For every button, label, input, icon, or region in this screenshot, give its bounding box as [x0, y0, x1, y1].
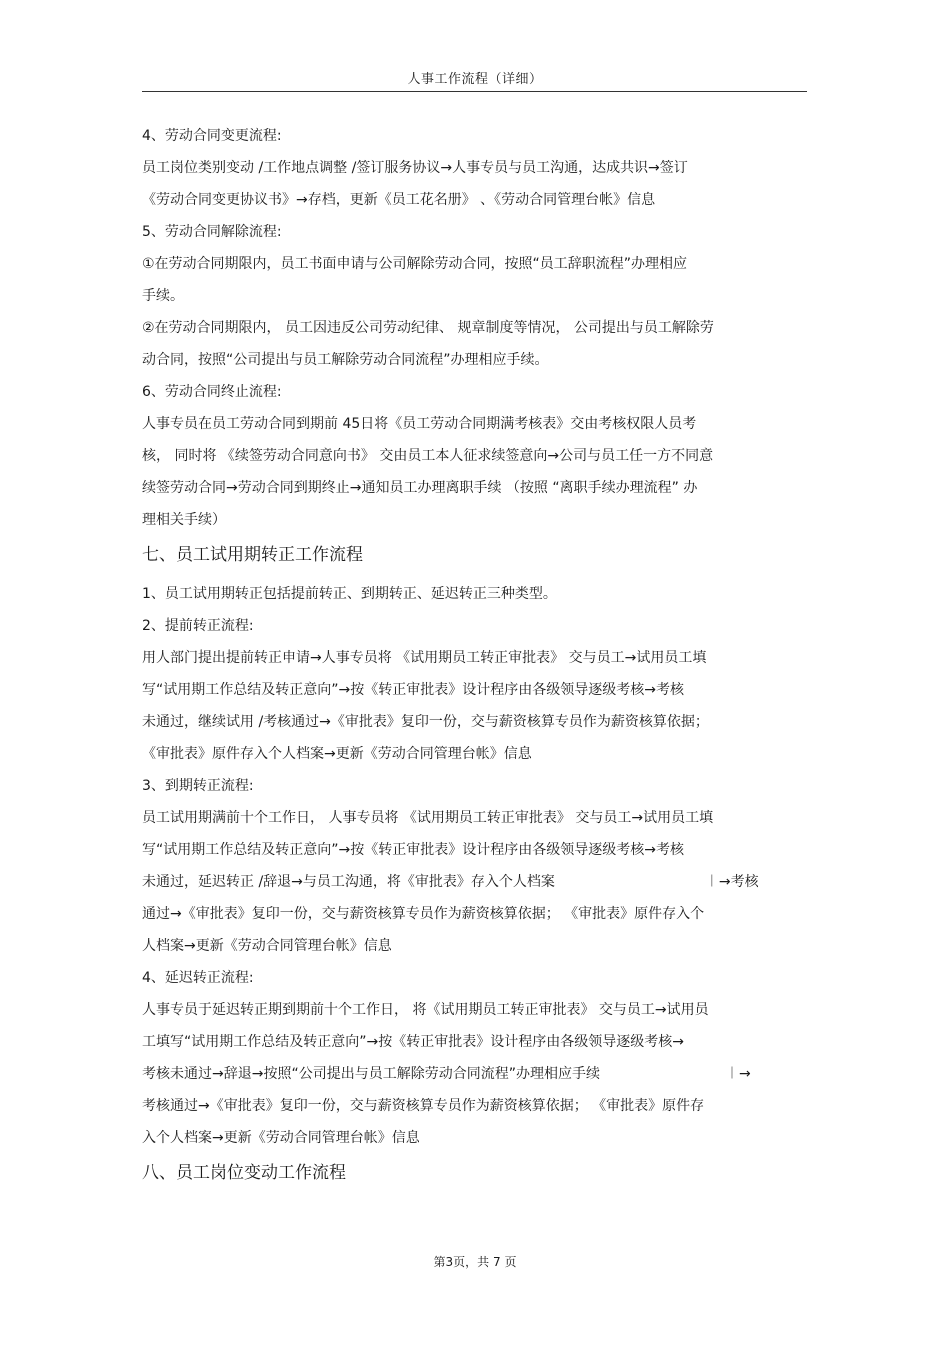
- paragraph-text: ︱→考核: [704, 874, 759, 890]
- paragraph-line: 入个人档案→更新《劳动合同管理台帐》信息: [142, 1130, 420, 1146]
- paragraph-line: [142, 1058, 807, 1090]
- subsection-title: 2、提前转正流程:: [142, 618, 254, 634]
- document-body: [142, 120, 807, 1196]
- paragraph-line: 《审批表》原件存入个人档案→更新《劳动合同管理台帐》信息: [142, 746, 532, 762]
- paragraph-line: 人事专员于延迟转正期到期前十个工作日， 将《试用期员工转正审批表》 交与员工→试用员: [142, 1002, 709, 1018]
- paragraph-line: 动合同，按照“公司提出与员工解除劳动合同流程”办理相应手续。: [142, 352, 549, 368]
- paragraph-line: ②在劳动合同期限内， 员工因违反公司劳动纪律、 规章制度等情况， 公司提出与员工解除劳: [142, 320, 714, 336]
- subsection-title: 4、延迟转正流程:: [142, 970, 254, 986]
- page-number: 第3页，共 7 页: [433, 1255, 517, 1269]
- paragraph-line: 员工岗位类别变动 /工作地点调整 /签订服务协议→人事专员与员工沟通，达成共识→签订: [142, 160, 688, 176]
- section-heading-8: 八、员工岗位变动工作流程: [142, 1163, 346, 1183]
- subsection-title: 6、劳动合同终止流程:: [142, 384, 282, 400]
- paragraph-line: 工填写“试用期工作总结及转正意向”→按《转正审批表》设计程序由各级领导逐级考核→: [142, 1034, 684, 1050]
- paragraph-line: 人档案→更新《劳动合同管理台帐》信息: [142, 938, 392, 954]
- paragraph-line: [142, 866, 807, 898]
- paragraph-line: 写“试用期工作总结及转正意向”→按《转正审批表》设计程序由各级领导逐级考核→考核: [142, 842, 684, 858]
- paragraph-text: ︱→: [724, 1066, 751, 1082]
- subsection-title: 5、劳动合同解除流程:: [142, 224, 282, 240]
- section-heading-7: 七、员工试用期转正工作流程: [142, 545, 363, 565]
- paragraph-line: 通过→《审批表》复印一份，交与薪资核算专员作为薪资核算依据； 《审批表》原件存入个: [142, 906, 705, 922]
- header-divider: [142, 91, 807, 92]
- subsection-title: 4、劳动合同变更流程:: [142, 128, 282, 144]
- paragraph-text: 考核未通过→辞退→按照“公司提出与员工解除劳动合同流程”办理相应手续: [142, 1066, 600, 1082]
- paragraph-line: 用人部门提出提前转正申请→人事专员将 《试用期员工转正审批表》 交与员工→试用员工填: [142, 650, 707, 666]
- paragraph-line: 理相关手续）: [142, 512, 226, 528]
- paragraph-line: 人事专员在员工劳动合同到期前 45日将《员工劳动合同期满考核表》交由考核权限人员考: [142, 416, 697, 432]
- paragraph-line: 1、员工试用期转正包括提前转正、到期转正、延迟转正三种类型。: [142, 586, 557, 602]
- paragraph-line: 《劳动合同变更协议书》→存档，更新《员工花名册》 、《劳动合同管理台帐》信息: [142, 192, 656, 208]
- paragraph-text: 未通过，延迟转正 /辞退→与员工沟通，将《审批表》存入个人档案: [142, 874, 555, 890]
- paragraph-line: 续签劳动合同→劳动合同到期终止→通知员工办理离职手续 （按照 “离职手续办理流程” 办: [142, 480, 698, 496]
- paragraph-line: 手续。: [142, 288, 184, 304]
- subsection-title: 3、到期转正流程:: [142, 778, 254, 794]
- paragraph-line: 员工试用期满前十个工作日， 人事专员将 《试用期员工转正审批表》 交与员工→试用员工填: [142, 810, 714, 826]
- paragraph-line: ①在劳动合同期限内，员工书面申请与公司解除劳动合同，按照“员工辞职流程”办理相应: [142, 256, 688, 272]
- paragraph-line: 写“试用期工作总结及转正意向”→按《转正审批表》设计程序由各级领导逐级考核→考核: [142, 682, 684, 698]
- header-title: 人事工作流程（详细）: [407, 72, 543, 87]
- paragraph-line: 核， 同时将 《续签劳动合同意向书》 交由员工本人征求续签意向→公司与员工任一方不同意: [142, 448, 714, 464]
- paragraph-line: 考核通过→《审批表》复印一份，交与薪资核算专员作为薪资核算依据； 《审批表》原件存: [142, 1098, 705, 1114]
- paragraph-line: 未通过，继续试用 /考核通过→《审批表》复印一份，交与薪资核算专员作为薪资核算依据；: [142, 714, 709, 730]
